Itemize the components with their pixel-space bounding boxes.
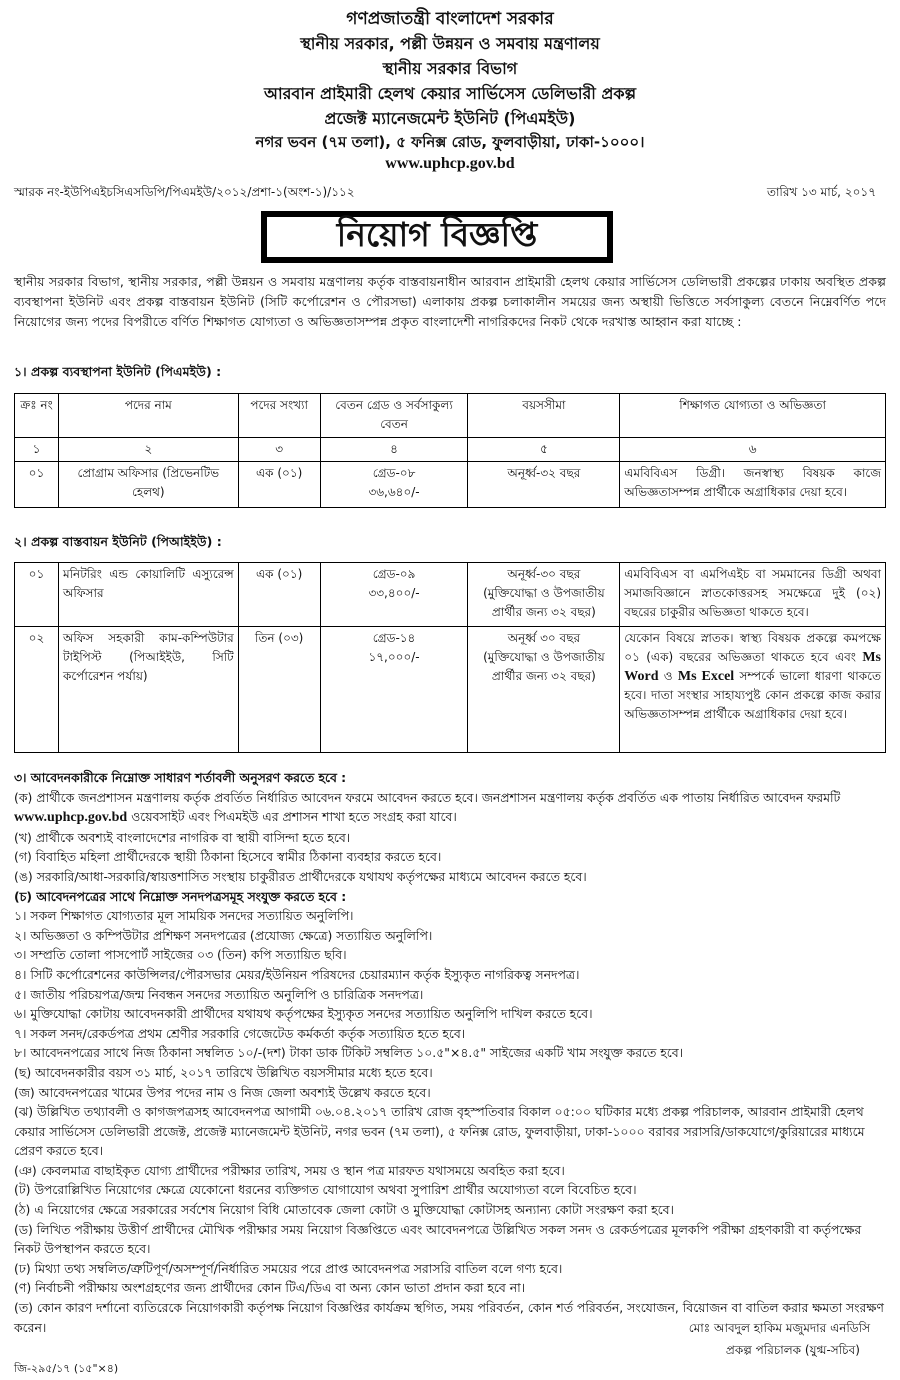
- doc-item: ২। অভিজ্ঞতা ও কম্পিউটার প্রশিক্ষণ সনদপত্রের (প্রযোজ্য ক্ষেত্রে) সত্যায়িত অনুলিপি।: [14, 927, 433, 943]
- age-limit: অনূর্ধ্ব ৩০ বছর: [507, 631, 581, 645]
- signatory-designation: প্রকল্প পরিচালক (যুগ্ম-সচিব): [725, 1343, 860, 1357]
- term-item: (ঢ) মিথ্যা তথ্য সম্বলিত/ত্রুটিপূর্ণ/অসম্পূর্ণ/নির্ধারিত সময়ের পরে প্রাপ্ত আবেদনপত্র সরাসরি বাতিল বলে গণ্য হবে।: [14, 1260, 563, 1276]
- title-banner: [261, 211, 613, 263]
- grade-label: গ্রেড-১৪: [372, 631, 416, 645]
- signatory-name: মোঃ আবদুল হাকিম মজুমদার এনডিসি: [688, 1321, 870, 1335]
- col-number: ২: [58, 438, 238, 462]
- doc-item: ৩। সম্প্রতি তোলা পাসপোর্ট সাইজের ০৩ (তিন) কপি সত্যায়িত ছবি।: [14, 947, 347, 963]
- row-qual: [620, 627, 886, 753]
- pmu-table: [14, 393, 886, 508]
- section-piu-heading: ২। প্রকল্প বাস্তবায়ন ইউনিট (পিআইইউ) :: [14, 534, 222, 549]
- term-item: (গ) বিবাহিত মহিলা প্রার্থীদেরকে স্থায়ী ঠিকানা হিসেবে স্বামীর ঠিকানা ব্যবহার করতে হবে।: [14, 849, 442, 865]
- term-item: (খ) প্রার্থীকে অবশ্যই বাংলাদেশের নাগরিক বা স্থায়ী বাসিন্দা হতে হবে।: [14, 829, 351, 845]
- table-number-row: [15, 438, 886, 462]
- header-pmu: প্রজেক্ট ম্যানেজমেন্ট ইউনিট (পিএমইউ): [324, 109, 576, 128]
- row-grade: [320, 462, 468, 508]
- header-ministry: স্থানীয় সরকার, পল্লী উন্নয়ন ও সমবায় মন্ত্রণালয়: [300, 34, 600, 53]
- col-number: ৬: [620, 438, 886, 462]
- page-title: নিয়োগ বিজ্ঞপ্তি: [267, 217, 607, 257]
- qual-text-a: যেকোন বিষয়ে স্নাতক। স্বাস্থ্য বিষয়ক প্রকল্পে কমপক্ষে ০১ (এক) বছরের অভিজ্ঞতা থাকতে হবে এবং: [624, 631, 881, 664]
- age-note: (মুক্তিযোদ্ধা ও উপজাতীয় প্রার্থীর জন্য ৩২ বছর): [483, 586, 605, 619]
- row-post: অফিস সহকারী কাম-কম্পিউটার টাইপিস্ট (পিআইইউ, সিটি কর্পোরেশন পর্যায়): [58, 627, 238, 753]
- term-item: (ঠ) এ নিয়োগের ক্ষেত্রে সরকারের সর্বশেষ নিয়োগ বিধি মোতাবেক জেলা কোটা ও মুক্তিযোদ্ধা কোটাসহ অন্যান্য কোটা সংরক্ষণ করা হবে।: [14, 1202, 674, 1218]
- term-item: (ড) লিখিত পরীক্ষায় উত্তীর্ণ প্রার্থীদের মৌখিক পরীক্ষার সময় নিয়োগ বিজ্ঞপ্তিতে এবং আবেদনপত্রে উল্লিখিত সকল সনদ ও রেকর্ডপত্রের মূলকপি পরীক্ষা গ্রহণকারী বা কর্তৃপক্ষের নিকট উপস্থাপন করতে হবে।: [14, 1221, 862, 1257]
- row-count: এক (০১): [238, 462, 320, 508]
- table-row: [15, 627, 886, 753]
- header-address: নগর ভবন (৭ম তলা), ৫ ফনিক্স রোড, ফুলবাড়ীয়া, ঢাকা-১০০০।: [255, 133, 645, 151]
- row-post: মনিটরিং এন্ড কোয়ালিটি এস্যুরেন্স অফিসার: [58, 563, 238, 627]
- salary-value: ৩৩,৪০০/-: [368, 586, 420, 600]
- row-age: [468, 563, 620, 627]
- term-item: (ঝ) উল্লিখিত তথ্যাবলী ও কাগজপত্রসহ আবেদনপত্র আগামী ০৬.০৪.২০১৭ তারিখ রোজ বৃহস্পতিবার বিকাল ০৫:০০ ঘটিকার মধ্যে প্রকল্প পরিচালক, আরবান প্রাইমারী হেলথ কেয়ার সার্ভিসেস ডেলিভারী প্রজেক্ট, প্রজেক্ট ম্যানেজমেন্ট ইউনিট, নগর ভবন (৭ম তলা), ৫ ফনিক্স রোড, ফুলবাড়ীয়া, ঢাকা-১০০০ বরাবর সরাসরি/ডাকযোগে/কুরিয়ারের মাধ্যমে প্রেরণ করতে হবে।: [14, 1104, 865, 1159]
- row-age: [468, 627, 620, 753]
- term-item: (ঞ) কেবলমাত্র বাছাইকৃত যোগ্য প্রার্থীদের পরীক্ষার তারিখ, সময় ও স্থান পত্র মারফত যথাসময়ে অবহিত করা হবে।: [14, 1162, 565, 1178]
- header-qual: শিক্ষাগত যোগ্যতা ও অভিজ্ঞতা: [620, 394, 886, 438]
- doc-item: ৬। মুক্তিযোদ্ধা কোটায় আবেদনকারী প্রার্থীদের যথাযথ কর্তৃপক্ষের ইস্যুকৃত সনদের সত্যায়িত অনুলিপি দাখিল করতে হবে।: [14, 1006, 593, 1022]
- age-limit: অনূর্ধ্ব-৩০ বছর: [507, 567, 581, 581]
- age-note: (মুক্তিযোদ্ধা ও উপজাতীয় প্রার্থীর জন্য ৩২ বছর): [483, 650, 605, 683]
- header-age: বয়সসীমা: [468, 394, 620, 438]
- row-post: প্রোগ্রাম অফিসার (প্রিভেনটিভ হেলথ): [58, 462, 238, 508]
- print-code: জি-২৯৫/১৭ (১৫"×৪): [14, 1362, 119, 1375]
- ms-word-label: Ms Word: [624, 650, 881, 684]
- salary-value: ১৭,০০০/-: [368, 650, 420, 664]
- term-item: (ঙ) সরকারি/আধা-সরকারি/স্বায়ত্তশাসিত সংস্থায় চাকুরীরত প্রার্থীদেরকে যথাযথ কর্তৃপক্ষের মাধ্যমে আবেদন করতে হবে।: [14, 868, 587, 884]
- col-number: ৩: [238, 438, 320, 462]
- term-item: (ণ) নির্বাচনী পরীক্ষায় অংশগ্রহণের জন্য প্রার্থীদের কোন টিএ/ডিএ বা অন্য কোন ভাতা প্রদান করা হবে না।: [14, 1280, 526, 1296]
- doc-item: ৮। আবেদনপত্রের সাথে নিজ ঠিকানা সম্বলিত ১০/-(দশ) টাকা ডাক টিকিট সম্বলিত ১০.৫"×৪.৫" সাইজের একটি খাম সংযুক্ত করতে হবে।: [14, 1045, 684, 1061]
- row-qual: এমবিবিএস বা এমপিএইচ বা সমমানের ডিগ্রী অথবা সমাজবিজ্ঞানে স্নাতকোত্তরসহ সমক্ষেত্রে দুই (০২) বছরের চাকুরীর অভিজ্ঞতা থাকতে হবে।: [620, 563, 886, 627]
- qual-text-b: সম্পর্কে ভালো ধারণা থাকতে হবে। দাতা সংস্থার সাহায্যপুষ্ট কোন প্রকল্পে কাজ করার অভিজ্ঞতাসম্পন্ন প্রার্থীকে অগ্রাধিকার দেয়া হবে।: [624, 669, 881, 721]
- intro-paragraph: স্থানীয় সরকার বিভাগ, স্থানীয় সরকার, পল্লী উন্নয়ন ও সমবায় মন্ত্রণালয় কর্তৃক বাস্তবায়নাধীন আরবান প্রাইমারী হেলথ কেয়ার সার্ভিসেস ডেলিভারী প্রকল্পের ঢাকায় অবস্থিত প্রকল্প ব্যবস্থাপনা ইউনিট এবং প্রকল্প বাস্তবায়ন ইউনিট (সিটি কর্পোরেশন ও পৌরসভা) এলাকায় প্রকল্প চলাকালীন সময়ের জন্য অস্থায়ী ভিত্তিতে সর্বসাকুল্য বেতনে নিম্নেবর্ণিত পদে নিয়োগের জন্য পদের বিপরীতে বর্ণিত শিক্ষাগত যোগ্যতা ও অভিজ্ঞতাসম্পন্ন প্রকৃত বাংলাদেশী নাগরিকদের নিকট থেকে দরখাস্ত আহ্বান করা যাচ্ছে :: [14, 274, 886, 329]
- terms-section: [14, 768, 886, 1337]
- row-grade: [320, 563, 468, 627]
- term-item: (ত) কোন কারণ দর্শানো ব্যতিরেকে নিয়োগকারী কর্তৃপক্ষ নিয়োগ বিজ্ঞপ্তির কার্যক্রম স্থগিত, সময় পরিবর্তন, কোন শর্ত পরিবর্তন, সংযোজন, বিয়োজন বা বাতিল করার ক্ষমতা সংরক্ষণ করেন।: [14, 1300, 884, 1335]
- header-grade: বেতন গ্রেড ও সর্বসাকুল্য বেতন: [320, 394, 468, 438]
- table-row: [15, 563, 886, 627]
- header-division: স্থানীয় সরকার বিভাগ: [382, 59, 518, 78]
- header-sl: ক্রঃ নং: [15, 394, 59, 438]
- piu-table: [14, 562, 886, 753]
- term-cha-heading: (চ) আবেদনপত্রের সাথে নিম্নোক্ত সনদপত্রসমূহ সংযুক্ত করতে হবে :: [14, 888, 347, 904]
- ms-excel-label: Ms Excel: [677, 669, 735, 684]
- doc-item: ১। সকল শিক্ষাগত যোগ্যতার মূল সাময়িক সনদের সত্যায়িত অনুলিপি।: [14, 908, 354, 924]
- row-sl: ০১: [15, 563, 59, 627]
- row-count: তিন (০৩): [238, 627, 320, 753]
- grade-label: গ্রেড-০৯: [372, 567, 416, 581]
- col-number: ৫: [468, 438, 620, 462]
- qual-and: ও: [663, 669, 673, 683]
- row-sl: ০২: [15, 627, 59, 753]
- header-govt: গণপ্রজাতন্ত্রী বাংলাদেশ সরকার: [346, 9, 554, 29]
- doc-item: ৪। সিটি কর্পোরেশনের কাউন্সিলর/পৌরসভার মেয়র/ইউনিয়ন পরিষদের চেয়ারম্যান কর্তৃক ইস্যুকৃত নাগরিকত্ব সনদপত্র।: [14, 966, 580, 982]
- section-pmu-heading: ১। প্রকল্প ব্যবস্থাপনা ইউনিট (পিএমইউ) :: [14, 364, 222, 379]
- term-item: (জ) আবেদনপত্রের খামের উপর পদের নাম ও নিজ জেলা অবশ্যই উল্লেখ করতে হবে।: [14, 1084, 431, 1100]
- row-sl: ০১: [15, 462, 59, 508]
- term-item: [14, 788, 886, 828]
- salary-value: ৩৬,৬৪০/-: [368, 485, 420, 499]
- term-ka-website[interactable]: www.uphcp.gov.bd: [14, 810, 128, 826]
- term-item: (ট) উপরোল্লিখিত নিয়োগের ক্ষেত্রে যেকোনো ধরনের ব্যক্তিগত যোগাযোগ অথবা সুপারিশ প্রার্থীর অযোগ্যতা বলে বিবেচিত হবে।: [14, 1182, 637, 1198]
- row-count: এক (০১): [238, 563, 320, 627]
- table-header-row: [15, 394, 886, 438]
- header-project: আরবান প্রাইমারী হেলথ কেয়ার সার্ভিসেস ডেলিভারী প্রকল্প: [263, 84, 637, 103]
- row-qual: এমবিবিএস ডিগ্রী। জনস্বাস্থ্য বিষয়ক কাজে অভিজ্ঞতাসম্পন্ন প্রার্থীকে অগ্রাধিকার দেয়া হবে।: [620, 462, 886, 508]
- term-item: (ছ) আবেদনকারীর বয়স ৩১ মার্চ, ২০১৭ তারিখে উল্লিখিত বয়সসীমার মধ্যে হতে হবে।: [14, 1064, 433, 1080]
- term-ka-text-b: ওয়েবসাইট এবং পিএমইউ এর প্রশাসন শাখা হতে সংগ্রহ করা যাবে।: [131, 809, 457, 825]
- term-ka-text-a: (ক) প্রার্থীকে জনপ্রশাসন মন্ত্রণালয় কর্তৃক প্রবর্তিত নির্ধারিত আবেদন ফরমে আবেদন করতে হবে। জনপ্রশাসন মন্ত্রণালয় কর্তৃক প্রবর্তিত এক পাতায় নির্ধারিত আবেদন ফরমটি: [14, 789, 841, 805]
- header-count: পদের সংখ্যা: [238, 394, 320, 438]
- doc-item: ৭। সকল সনদ/রেকর্ডপত্র প্রথম শ্রেণীর সরকারি গেজেটেড কর্মকর্তা কর্তৃক সত্যায়িত হতে হবে।: [14, 1025, 466, 1041]
- header-post: পদের নাম: [58, 394, 238, 438]
- header-website[interactable]: www.uphcp.gov.bd: [385, 155, 515, 172]
- table-row: [15, 462, 886, 508]
- terms-heading: ৩। আবেদনকারীকে নিম্নোক্ত সাধারণ শর্তাবলী অনুসরণ করতে হবে :: [14, 770, 347, 785]
- row-grade: [320, 627, 468, 753]
- row-age: অনূর্ধ্ব-৩২ বছর: [468, 462, 620, 508]
- col-number: ১: [15, 438, 59, 462]
- doc-item: ৫। জাতীয় পরিচয়পত্র/জন্ম নিবন্ধন সনদের সত্যায়িত অনুলিপি ও চারিত্রিক সনদপত্র।: [14, 986, 424, 1002]
- grade-label: গ্রেড-০৮: [372, 466, 416, 480]
- memo-date: তারিখ ১৩ মার্চ, ২০১৭: [766, 185, 876, 199]
- memo-number: স্মারক নং-ইউপিএইচসিএসডিপি/পিএমইউ/২০১২/প্রশা-১(অংশ-১)/১১২: [14, 185, 355, 199]
- col-number: ৪: [320, 438, 468, 462]
